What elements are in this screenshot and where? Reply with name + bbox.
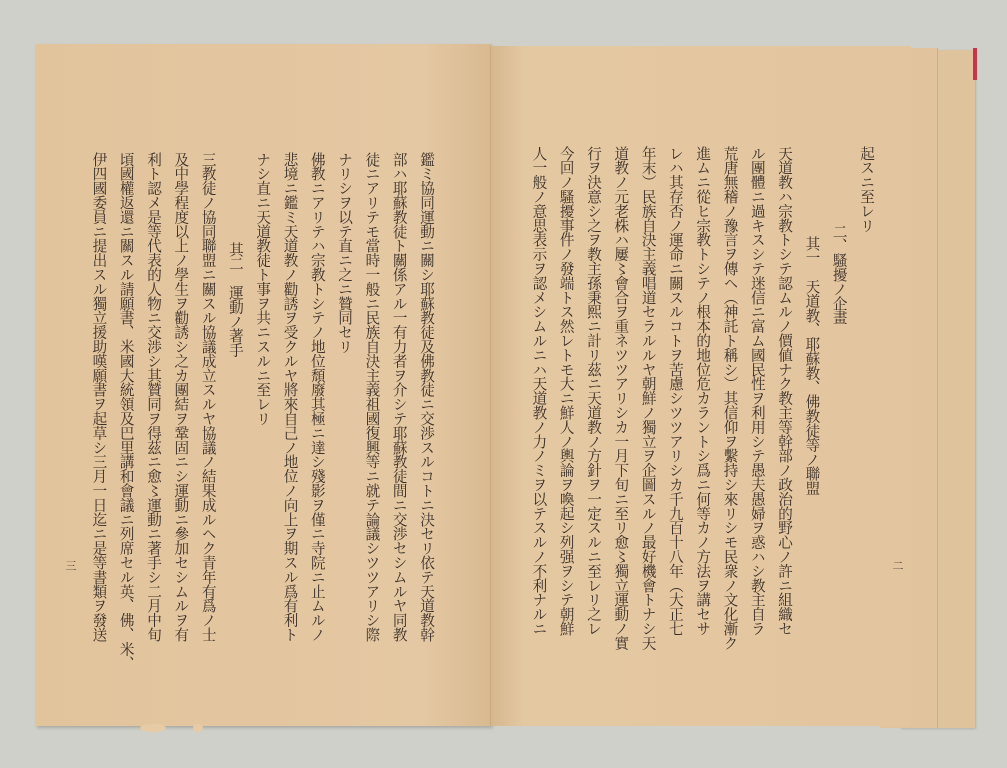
- text-column: 及中學程度以上ノ學生ヲ勸誘シ之カ團結ヲ鞏固ニシ運動ニ參加セシムルヲ有: [172, 152, 190, 642]
- text-column: 今回ノ騷擾事件ノ發端トス然レトモ大ニ鮮人ノ輿論ヲ喚起シ列强ヲシテ朝鮮: [557, 146, 575, 636]
- left-page-text: [84, 152, 440, 712]
- page-number: 二: [891, 560, 904, 571]
- right-page-text: [524, 146, 880, 706]
- text-column: 年末）民族自決主義唱道セラルルヤ朝鮮ノ獨立ヲ企圖スルノ最好機會トナシ天: [639, 146, 657, 650]
- text-column: ナリシヲ以テ直ニ之ニ贊同セリ: [336, 152, 354, 354]
- text-column: ナシ直ニ天道教徒ト事ヲ共ニスルニ至レリ: [254, 152, 272, 426]
- text-column: 天道教ハ宗教トシテ認ムルノ價値ナク教主等幹部ノ政治的野心ノ許ニ組織セ: [776, 146, 794, 636]
- subsection-heading: 其二 運動ノ著手: [226, 242, 244, 358]
- text-column: 荒唐無稽ノ豫言ヲ傳ヘ（神託ト稱シ）其信仰ヲ繫持シ來リシモ民衆ノ文化漸ク: [721, 146, 739, 650]
- text-column: レハ其存否ノ運命ニ關スルコトヲ苦慮シツツアリシカ千九百十八年（大正七: [666, 146, 684, 636]
- text-column: 三教徒ノ協同聯盟ニ關スル協議成立スルヤ協議ノ結果成ルヘク青年有爲ノ士: [199, 152, 217, 642]
- section-heading: 二、騷擾ノ企畫: [830, 224, 848, 325]
- text-column: 利ト認メ是等代表的人物ニ交渉シ其贊同ヲ得茲ニ愈〻運動ニ著手シ二月中旬: [145, 152, 163, 642]
- page-number: 三: [64, 560, 77, 571]
- text-column: 部ハ耶蘇教徒ト關係アル一有力者ヲ介シテ耶蘇教徒間ニ交渉セシムルヤ同教: [390, 152, 408, 642]
- text-column: 悲境ニ鑑ミ天道教ノ勸誘ヲ受クルヤ將來自己ノ地位ノ向上ヲ期スル爲有利ト: [281, 152, 299, 642]
- text-column: 徒ニアリテモ當時一般ニ民族自決主義祖國復興等ニ就テ論議シツツアリシ際: [363, 152, 381, 642]
- text-column: 佛教ニアリテハ宗教トシテノ地位頹廢其極ニ達シ殘影ヲ僅ニ寺院ニ止ムルノ: [308, 152, 326, 642]
- text-column: 頃國權返還ニ關スル請願書、米國大統領及巴里講和會議ニ列席セル英、佛、米、: [117, 152, 135, 671]
- text-column: 起スニ至レリ: [858, 146, 875, 233]
- text-column: 伊四國委員ニ提出スル獨立援助嘆願書ヲ起草シ三月一日迄ニ是等書類ヲ發送: [90, 152, 108, 642]
- text-column: 人一般ノ意思表示ヲ認メシムルニハ天道教ノ力ノミヲ以テスルノ不利ナルニ: [530, 146, 548, 636]
- paper-tear: [193, 724, 203, 732]
- red-bookmark-tab: [973, 48, 977, 80]
- text-column: ル團體ニ過キスシテ迷信ニ富ム國民性ヲ利用シテ愚夫愚婦ヲ惑ハシ教主自ラ: [748, 146, 766, 636]
- paper-tear: [140, 724, 166, 732]
- subsection-heading: 其一 天道教、耶蘇教、佛教徒等ノ聯盟: [803, 236, 821, 496]
- text-column: 行ヲ決意シ之ヲ教主孫秉熙ニ計リ茲ニ天道教ノ方針ヲ一定スルニ至レリ之レ: [585, 146, 603, 636]
- text-column: 道教ノ元老株ハ屢〻會合ヲ重ネツツアリシカ一月下旬ニ至リ愈〻獨立運動ノ實: [612, 146, 630, 650]
- text-column: 進ムニ從ヒ宗教トシテノ根本的地位危カラントシ爲ニ何等カノ方法ヲ講セサ: [694, 146, 712, 636]
- text-column: 鑑ミ協同運動ニ關シ耶蘇教徒及佛教徒ニ交渉スルコトニ決セリ依テ天道教幹: [418, 152, 435, 642]
